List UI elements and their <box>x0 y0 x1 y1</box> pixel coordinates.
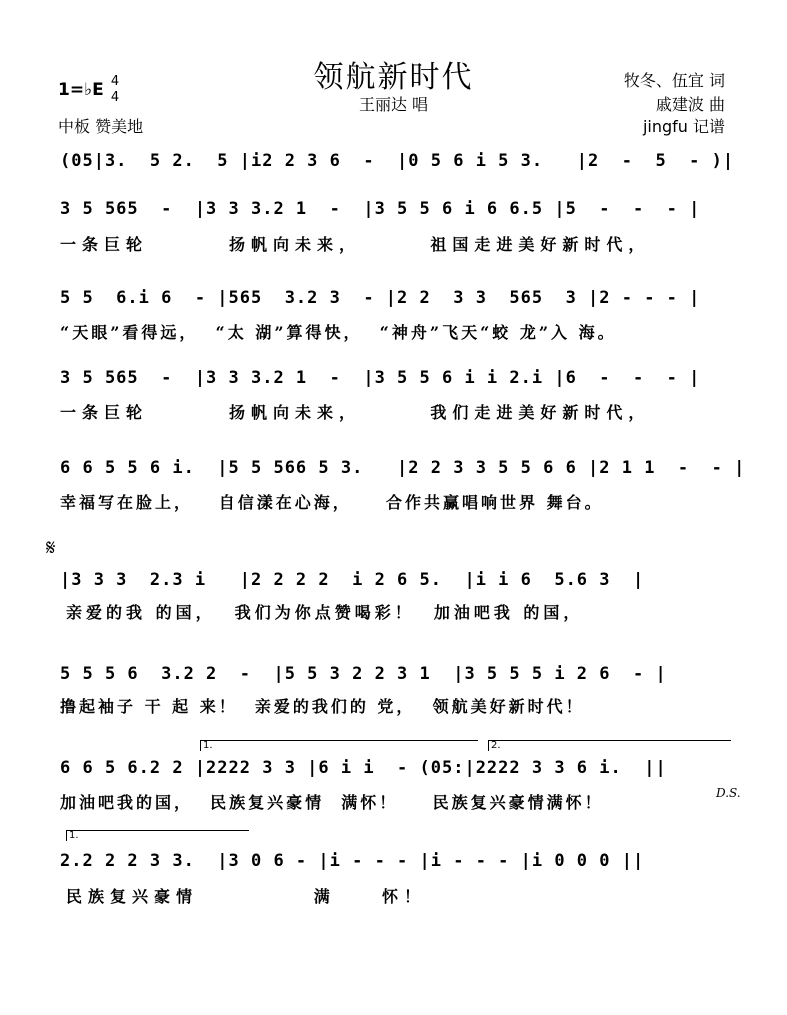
lyrics-line-7: 撸起袖子 干 起 来！ 亲爱的我们的 党， 领航美好新时代！ <box>60 697 585 716</box>
lyrics-line-3: “天眼”看得远， “太 湖”算得快， “神舟”飞天“蛟 龙”入 海。 <box>60 323 617 342</box>
song-title: 领航新时代 <box>313 60 474 95</box>
lyrics-line-4: 一条巨轮 扬帆向未来， 我们走进美好新时代， <box>60 403 651 422</box>
notes-line-3: 5 5 6.i 6 - |565 3.2 3 - |2 2 3 3 565 3 |2 - - - | <box>60 288 701 308</box>
notes-line-8: 6 6 5 6.2 2 |2222 3 3 |6 i i - (05:|2222 3 3 6 i. || <box>60 758 667 778</box>
notes-line-6: |3 3 3 2.3 i |2 2 2 2 i 2 6 5. |i i 6 5.6 3 | <box>60 570 645 590</box>
notes-line-4: 3 5 565 - |3 3 3.2 1 - |3 5 5 6 i i 2.i |6 - - - | <box>60 368 701 388</box>
notes-line-2: 3 5 565 - |3 3 3.2 1 - |3 5 5 6 i 6 6.5 |5 - - - | <box>60 199 701 219</box>
lyrics-line-5: 幸福写在脸上， 自信漾在心海， 合作共赢唱响世界 舞台。 <box>60 493 604 512</box>
lyrics-line-2: 一条巨轮 扬帆向未来， 祖国走进美好新时代， <box>60 235 651 254</box>
volta-1-final: 1. <box>66 830 249 841</box>
singer-credit: 王丽达 唱 <box>358 95 429 114</box>
tempo-marking: 中板 赞美地 <box>58 117 144 136</box>
segno-sign: 𝄋 <box>46 536 56 561</box>
key-signature: 1=♭E <box>58 80 104 100</box>
notation-line-1 <box>60 145 734 193</box>
lyrics-line-6: 亲爱的我 的国， 我们为你点赞喝彩！ 加油吧我 的国， <box>66 603 584 622</box>
volta-2: 2. <box>488 740 731 751</box>
notes-line-9: 2.2 2 2 3 3. |3 0 6 - |i - - - |i - - - |i 0 0 0 || <box>60 851 645 871</box>
lyricist-credit: 牧冬、伍宜 词 <box>623 71 725 90</box>
lyrics-line-9: 民族复兴豪情 满 怀！ <box>66 887 426 906</box>
time-signature-bottom: 4 <box>110 90 120 105</box>
volta-1: 1. <box>200 740 478 751</box>
notes-line-1: (05|3. 5 2. 5 |i2 2 3 6 - |0 5 6 i 5 3. |2 - 5 - )| <box>60 151 735 171</box>
lyrics-line-8: 加油吧我的国， 民族复兴豪情 满怀！ 民族复兴豪情满怀！ <box>60 793 604 812</box>
dal-segno-mark: D.S. <box>716 786 741 800</box>
notes-line-5: 6 6 5 5 6 i. |5 5 566 5 3. |2 2 3 3 5 5 6 6 |2 1 1 - - | <box>60 458 746 478</box>
time-signature-top: 4 <box>110 74 120 89</box>
composer-credit: 戚建波 曲 <box>655 95 725 114</box>
notes-line-7: 5 5 5 6 3.2 2 - |5 5 3 2 2 3 1 |3 5 5 5 i 2 6 - | <box>60 664 667 684</box>
transcriber-credit: jingfu 记谱 <box>642 117 725 136</box>
